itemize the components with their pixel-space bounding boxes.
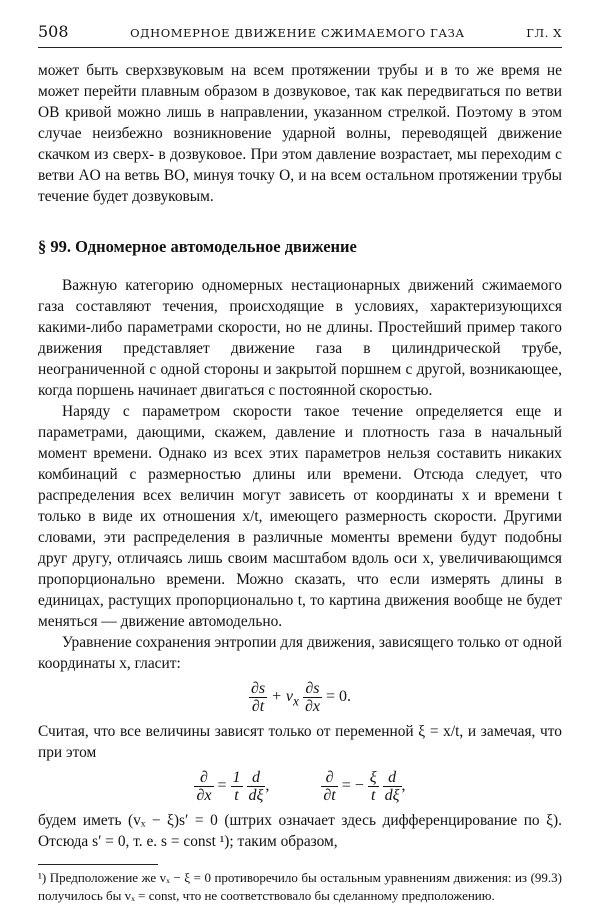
equation-derivatives: $\frac{\partial}{\partial x}$ = $\frac{1}{t}$ $\frac{d}{d\xi}$ , $\frac{\partial}{\partial t}$ = − $\frac{\xi}{t}$ $\frac{d}{d\xi}$ , bbox=[196, 769, 406, 804]
fraction-ds-dx: $\frac{\partial s}{\partial x}$ bbox=[304, 680, 320, 715]
page bbox=[38, 22, 562, 905]
running-header bbox=[38, 22, 562, 48]
page-number: 508 bbox=[38, 22, 69, 41]
chapter-label: ГЛ. X bbox=[526, 26, 562, 40]
paragraph-variable: Считая, что все величины зависят только от переменной ξ = x/t, и замечая, что при этом bbox=[38, 723, 562, 761]
section-heading: § 99. Одномерное автомодельное движение bbox=[38, 237, 357, 256]
paragraph-intro: Важную категорию одномерных нестационарных движений сжимаемого газа составляют течения, происходящие в условиях, характеризующихся какими-либо параметрами скорости, но не длины. Простейший пример такого движения представляет движение газа в цилиндрической трубе, неограниченной с одной стороны и закрытой поршнем с другой, возникающее, когда поршень начинает двигаться с постоянной скоростью. bbox=[38, 277, 562, 399]
running-title: ОДНОМЕРНОЕ ДВИЖЕНИЕ СЖИМАЕМОГО ГАЗА bbox=[130, 26, 465, 40]
paragraph-continuation: может быть сверхзвуковым на всем протяжении трубы и в то же время не может перейти плавным образом в дозвуковое, так как передвигаться по ветви OB кривой можно лишь в направлении, указанном стрелкой. Поэтому в этом случае неизбежно возникновение ударной волны, переводящей движение скачком из сверх- в дозвуковое. При этом давление возрастает, мы переходим с ветви AO на ветвь BO, минуя точку O, и на всем остальном протяжении трубы течение будет дозвуковым. bbox=[38, 62, 562, 205]
paragraph-similarity: Наряду с параметром скорости такое течение определяется еще и параметрами, дающими, скажем, давление и плотность газа в начальный момент времени. Однако из всех этих параметров нельзя составить никаких комбинаций с размерностью длины или времени. Отсюда следует, что распределения всех величин могут зависеть от координаты x и времени t только в виде их отношения x/t, имеющего размерность скорости. Другими словами, эти распределения в различные моменты времени будут подобны друг другу, отличаясь лишь своим масштабом вдоль оси x, увеличивающимся пропорционально времени. Можно сказать, что если измерять длины в единицах, растущих пропорционально t, то картина движения вообще не будет меняться — движение автомодельно. bbox=[38, 403, 562, 630]
equation-entropy: $\frac{\partial s}{\partial t}$ + $v_x$ $\frac{\partial s}{\partial x}$ = 0. bbox=[250, 680, 351, 715]
fraction-ds-dt: $\frac{\partial s}{\partial t}$ bbox=[250, 680, 266, 715]
footnote: ¹) Предположение же vₓ − ξ = 0 противоречило бы остальным уравнениям движения: из (99.3) получилось бы vₓ = const, что не соответствовало бы сделанному предположению. bbox=[38, 870, 562, 903]
footnote-divider bbox=[38, 864, 158, 865]
paragraph-conclusion: будем иметь (vₓ − ξ)s′ = 0 (штрих означает здесь дифференцирование по ξ). Отсюда s′ = 0, т. е. s = const ¹); таким образом, bbox=[38, 812, 562, 850]
paragraph-entropy: Уравнение сохранения энтропии для движения, зависящего только от одной координаты x, гласит: bbox=[38, 634, 562, 672]
